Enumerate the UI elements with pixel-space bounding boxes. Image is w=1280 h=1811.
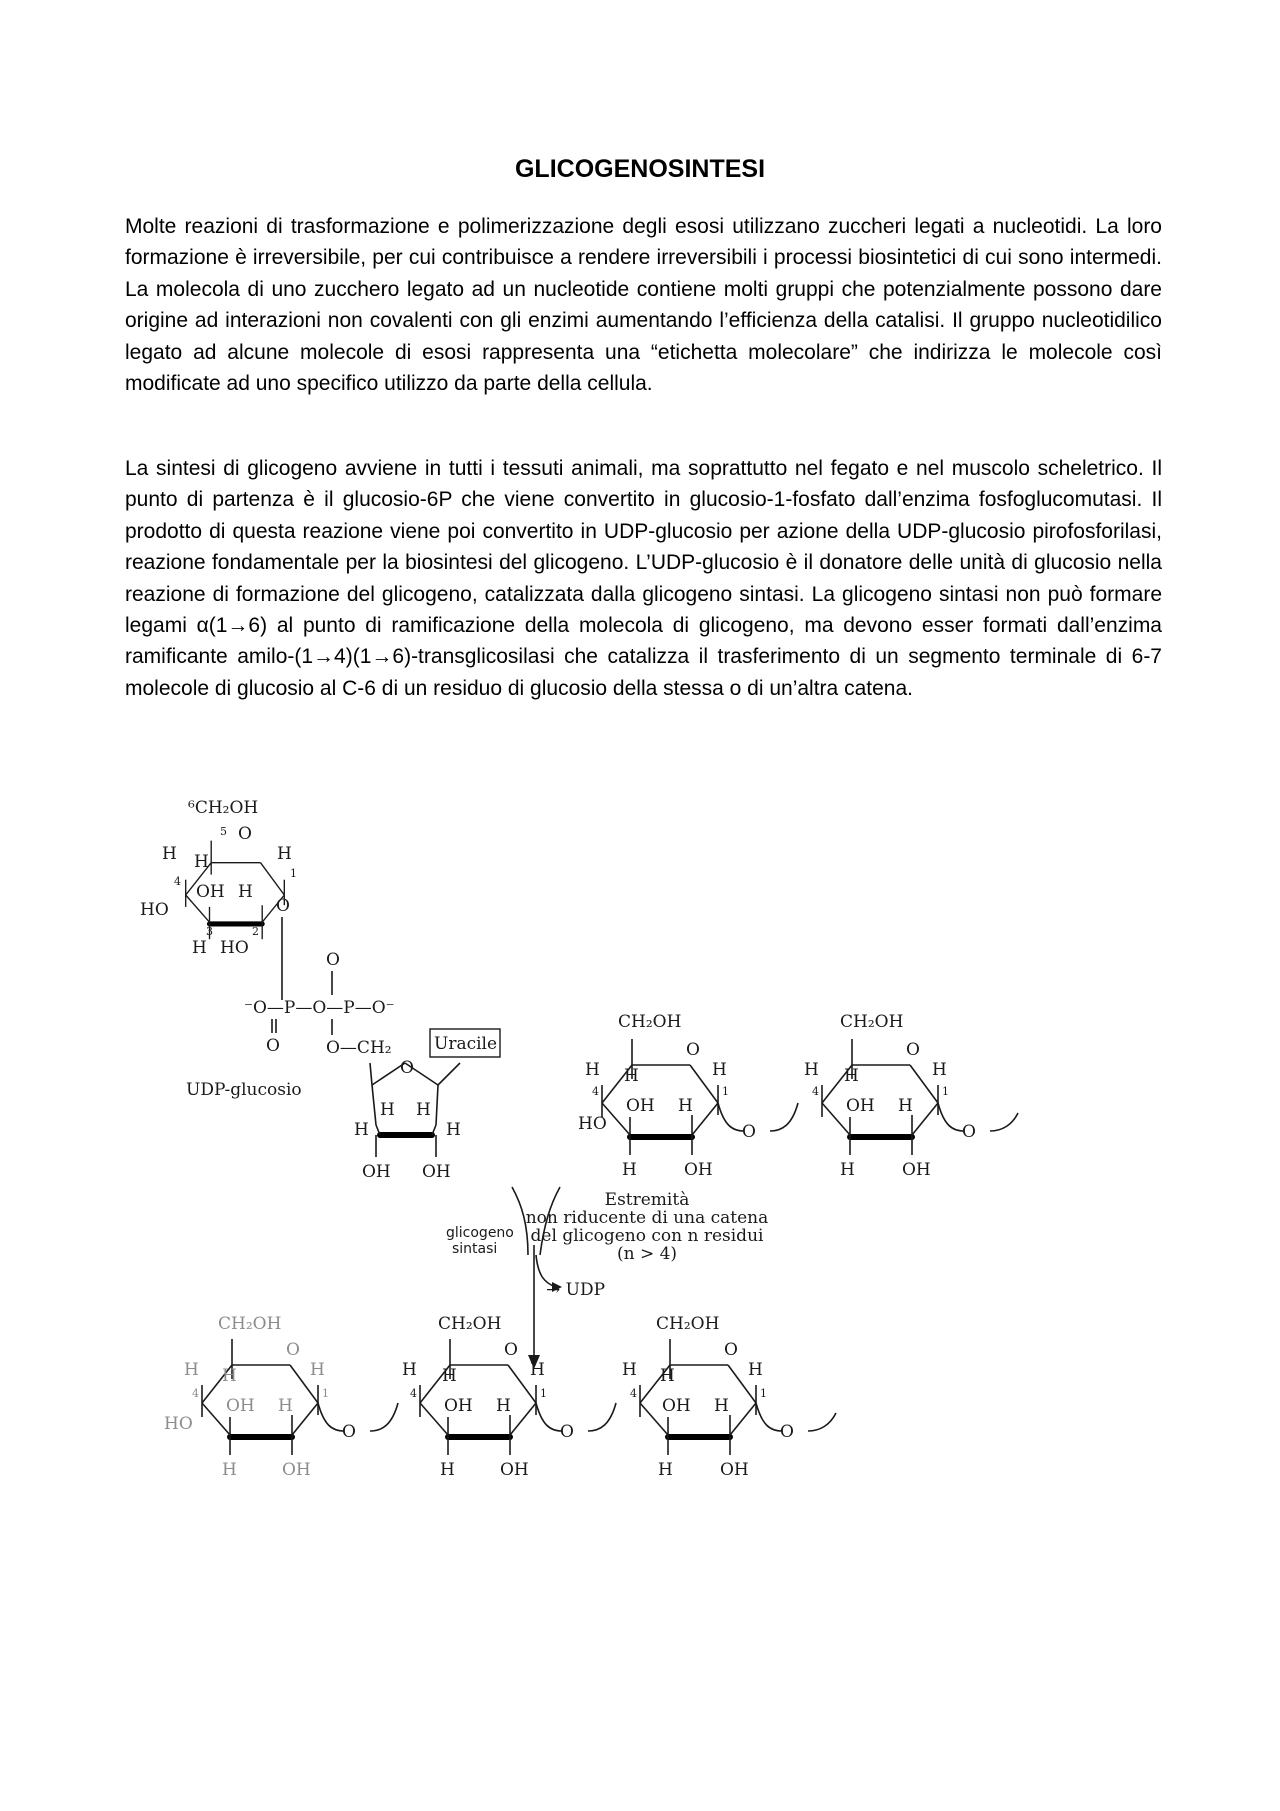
- atom-label: H: [748, 1360, 763, 1380]
- atom-label: H: [622, 1160, 637, 1180]
- udp-product-label: → UDP: [546, 1280, 606, 1300]
- atom-label: OH: [684, 1160, 713, 1180]
- atom-label: HO: [578, 1114, 607, 1134]
- atom-label: OH: [422, 1162, 451, 1182]
- carbon-number: 4: [592, 1085, 599, 1098]
- carbon-number: 1: [322, 1387, 329, 1400]
- phosphate-chain: ⁻O—P—O—P—O⁻: [244, 998, 395, 1018]
- ch2oh-label: CH₂OH: [438, 1314, 502, 1334]
- atom-label: O: [286, 1340, 300, 1360]
- atom-label: H: [192, 938, 207, 958]
- atom-label: H: [714, 1396, 729, 1416]
- atom-label: H: [238, 882, 253, 902]
- carbon-number: 4: [812, 1085, 819, 1098]
- paragraph-glycogen-synthesis: La sintesi di glicogeno avviene in tutti i tessuti animali, ma soprattutto nel fegato e nel muscolo scheletrico. Il punto di partenza è il glucosio-6P che viene convertito in glucosio-1-fosfato dall’enzima fosfoglucomutasi. Il prodotto di questa reazione viene poi convertito in UDP-glucosio per azione della UDP-glucosio pirofosforilasi, reazione fondamentale per la biosintesi del glicogeno. L’UDP-glucosio è il donatore delle unità di glucosio nella reazione di formazione del glicogeno, catalizzata dalla glicogeno sintasi. La glicogeno sintasi non può formare legami α(1→6) al punto di ramificazione della molecola di glicogeno, ma devono esser formati dall’enzima ramificante amilo-(1→4)(1→6)-transglicosilasi che catalizza il trasferimento di un segmento terminale di 6-7 molecole di glucosio al C-6 di un residuo di glucosio della stessa o di un’altra catena.: [125, 457, 1162, 700]
- atom-label: H: [678, 1096, 693, 1116]
- atom-label: H: [194, 852, 209, 872]
- carbon-number: 1: [722, 1085, 729, 1098]
- atom-label: H: [277, 844, 292, 864]
- atom-label: O: [742, 1122, 756, 1142]
- atom-label: O: [906, 1040, 920, 1060]
- atom-label: H: [162, 844, 177, 864]
- atom-label: H: [222, 1460, 237, 1480]
- atom-label: H: [380, 1100, 395, 1120]
- carbon-number: 4: [192, 1387, 199, 1400]
- atom-label: H: [622, 1360, 637, 1380]
- atom-label: H: [712, 1060, 727, 1080]
- atom-label: OH: [902, 1160, 931, 1180]
- atom-label: H: [440, 1460, 455, 1480]
- chain-end-caption-4: (n > 4): [616, 1244, 678, 1264]
- atom-label: H: [624, 1066, 639, 1086]
- page-title: GLICOGENOSINTESI: [514, 155, 766, 183]
- atom-label: OH: [662, 1396, 691, 1416]
- atom-label: O: [326, 950, 340, 970]
- carbon-number: 4: [410, 1387, 417, 1400]
- glycogen-synthesis-figure: [140, 785, 1140, 1485]
- atom-label: OH: [846, 1096, 875, 1116]
- atom-label: H: [898, 1096, 913, 1116]
- carbon-number: 4: [174, 875, 181, 888]
- atom-label: H: [278, 1396, 293, 1416]
- ch2-label: O—CH₂: [326, 1038, 392, 1058]
- atom-label: OH: [282, 1460, 311, 1480]
- atom-label: OH: [196, 882, 225, 902]
- atom-label: O: [560, 1422, 574, 1442]
- ch2oh-label: CH₂OH: [618, 1012, 682, 1032]
- atom-label: H: [184, 1360, 199, 1380]
- udp-glucose-molecule: [140, 798, 395, 1100]
- atom-label: HO: [164, 1414, 193, 1434]
- atom-label: O: [504, 1340, 518, 1360]
- carbon-number: 1: [540, 1387, 547, 1400]
- atom-label: OH: [500, 1460, 529, 1480]
- carbon-number: 5: [220, 825, 227, 838]
- atom-label: H: [354, 1120, 369, 1140]
- uracil-label: Uracile: [434, 1034, 498, 1054]
- atom-label: H: [402, 1360, 417, 1380]
- paragraph-intro: Molte reazioni di trasformazione e polimerizzazione degli esosi utilizzano zuccheri legati a nucleotidi. La loro formazione è irreversibile, per cui contribuisce a rendere irreversibili i processi biosintetici di cui sono intermedi. La molecola di uno zucchero legato ad un nucleotide contiene molti gruppi che potenzialmente possono dare origine ad interazioni non covalenti con gli enzimi aumentando l’efficienza della catalisi. Il gruppo nucleotidilico legato ad alcune molecole di esosi rappresenta una “etichetta molecolare” che indirizza le molecole così modificate ad uno specifico utilizzo da parte della cellula.: [125, 215, 1162, 396]
- atom-label: HO: [140, 900, 169, 920]
- enzyme-label-2: sintasi: [452, 1241, 498, 1257]
- atom-label: H: [660, 1366, 675, 1386]
- atom-label: H: [658, 1460, 673, 1480]
- new-glucose-unit: [164, 1314, 398, 1480]
- atom-label: O: [686, 1040, 700, 1060]
- reaction-diagram: [140, 785, 1140, 1485]
- carbon-number: 3: [206, 925, 213, 938]
- atom-label: OH: [226, 1396, 255, 1416]
- ch2oh-label: CH₂OH: [218, 1314, 282, 1334]
- atom-label: H: [416, 1100, 431, 1120]
- atom-label: O: [962, 1122, 976, 1142]
- atom-label: OH: [720, 1460, 749, 1480]
- atom-label: H: [932, 1060, 947, 1080]
- atom-label: H: [844, 1066, 859, 1086]
- chain-end-caption-2: non riducente di una catena: [525, 1208, 769, 1228]
- ch2oh-label: ⁶CH₂OH: [188, 798, 259, 818]
- atom-label: HO: [220, 938, 249, 958]
- atom-label: O: [266, 1036, 280, 1056]
- atom-label: H: [446, 1120, 461, 1140]
- udp-glucose-label: UDP-glucosio: [186, 1080, 302, 1100]
- atom-label: H: [585, 1060, 600, 1080]
- atom-label: H: [442, 1366, 457, 1386]
- carbon-number: 4: [630, 1387, 637, 1400]
- atom-label: O: [724, 1340, 738, 1360]
- ch2oh-label: CH₂OH: [840, 1012, 904, 1032]
- chain-end-caption-1: Estremità: [604, 1190, 690, 1210]
- atom-label: O: [400, 1058, 414, 1078]
- atom-label: OH: [444, 1396, 473, 1416]
- glycogen-chain-product: [164, 1314, 836, 1480]
- ch2oh-label: CH₂OH: [656, 1314, 720, 1334]
- atom-label: O: [342, 1422, 356, 1442]
- carbon-number: 1: [760, 1387, 767, 1400]
- atom-label: H: [804, 1060, 819, 1080]
- ring-oxygen-label: O: [238, 824, 252, 844]
- carbon-number: 1: [942, 1085, 949, 1098]
- chain-end-caption-3: del glicogeno con n residui: [530, 1226, 764, 1246]
- carbon-number: 2: [252, 925, 259, 938]
- atom-label: OH: [626, 1096, 655, 1116]
- atom-label: H: [840, 1160, 855, 1180]
- atom-label: H: [310, 1360, 325, 1380]
- carbon-number: 1: [290, 867, 297, 880]
- atom-label: H: [496, 1396, 511, 1416]
- atom-label: O: [276, 896, 290, 916]
- atom-label: OH: [362, 1162, 391, 1182]
- atom-label: O: [780, 1422, 794, 1442]
- enzyme-label-1: glicogeno: [446, 1225, 514, 1241]
- glycogen-chain-top: [526, 1012, 1018, 1264]
- atom-label: H: [222, 1366, 237, 1386]
- atom-label: H: [530, 1360, 545, 1380]
